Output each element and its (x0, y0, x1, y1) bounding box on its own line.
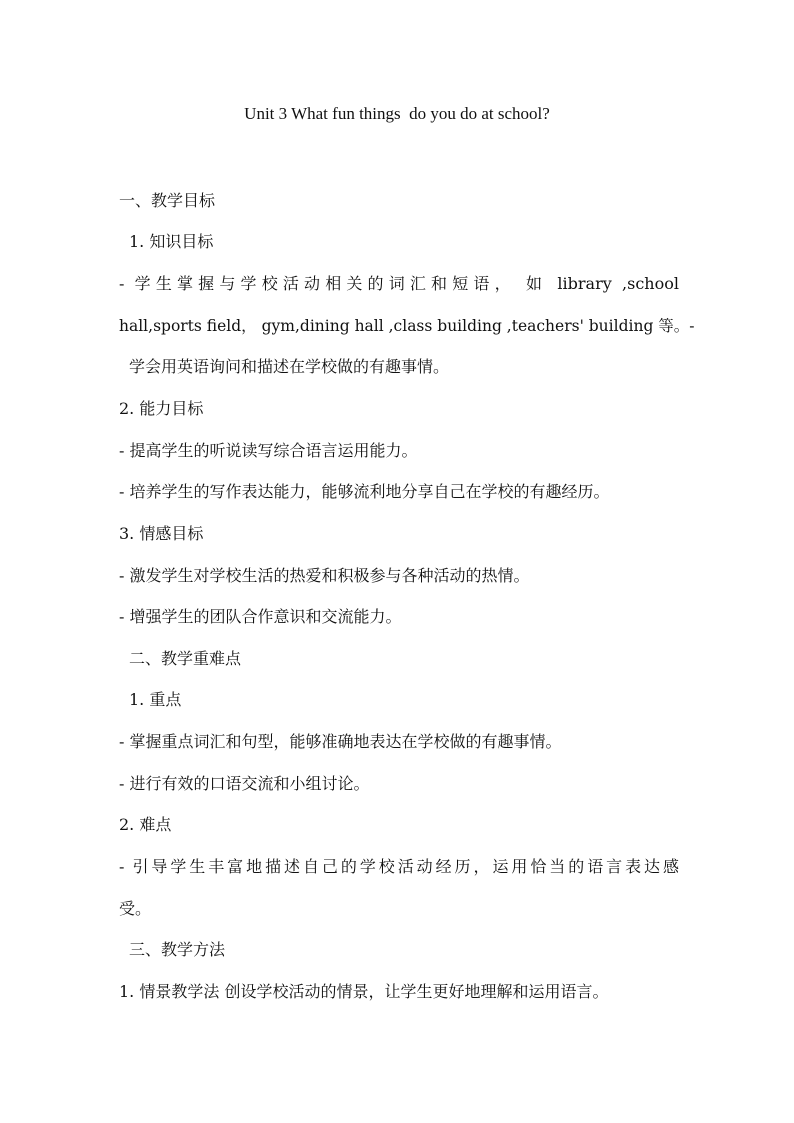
document-title: Unit 3 What fun things do you do at school? (244, 104, 550, 123)
subheading-ability: 2. 能力目标 (119, 399, 204, 418)
paragraph-line: hall,sports field， gym,dining hall ,class building ,teachers' building 等。- (119, 317, 695, 335)
list-item: - 掌握重点词汇和句型，能够准确地表达在学校做的有趣事情。 (119, 732, 562, 751)
paragraph-line: - 学生掌握与学校活动相关的词汇和短语， 如 library ,school (119, 274, 679, 293)
subheading-difficult: 2. 难点 (119, 815, 172, 834)
section-heading-methods: 三、教学方法 (129, 940, 226, 959)
subheading-key: 1. 重点 (129, 690, 182, 709)
list-item: - 培养学生的写作表达能力，能够流利地分享自己在学校的有趣经历。 (119, 482, 610, 501)
list-item: - 引导学生丰富地描述自己的学校活动经历，运用恰当的语言表达感 (119, 857, 679, 876)
paragraph-line: 受。 (119, 899, 152, 918)
paragraph-line: 学会用英语询问和描述在学校做的有趣事情。 (129, 357, 450, 376)
list-item: - 增强学生的团队合作意识和交流能力。 (119, 607, 402, 626)
subheading-knowledge: 1. 知识目标 (129, 232, 214, 251)
section-heading-key-points: 二、教学重难点 (129, 649, 242, 668)
subheading-emotion: 3. 情感目标 (119, 524, 204, 543)
list-item: - 进行有效的口语交流和小组讨论。 (119, 774, 370, 793)
list-item: - 提高学生的听说读写综合语言运用能力。 (119, 441, 418, 460)
section-heading-objectives: 一、教学目标 (119, 191, 216, 210)
list-item: - 激发学生对学校生活的热爱和积极参与各种活动的热情。 (119, 566, 530, 585)
list-item: 1. 情景教学法 创设学校活动的情景，让学生更好地理解和运用语言。 (119, 982, 609, 1001)
